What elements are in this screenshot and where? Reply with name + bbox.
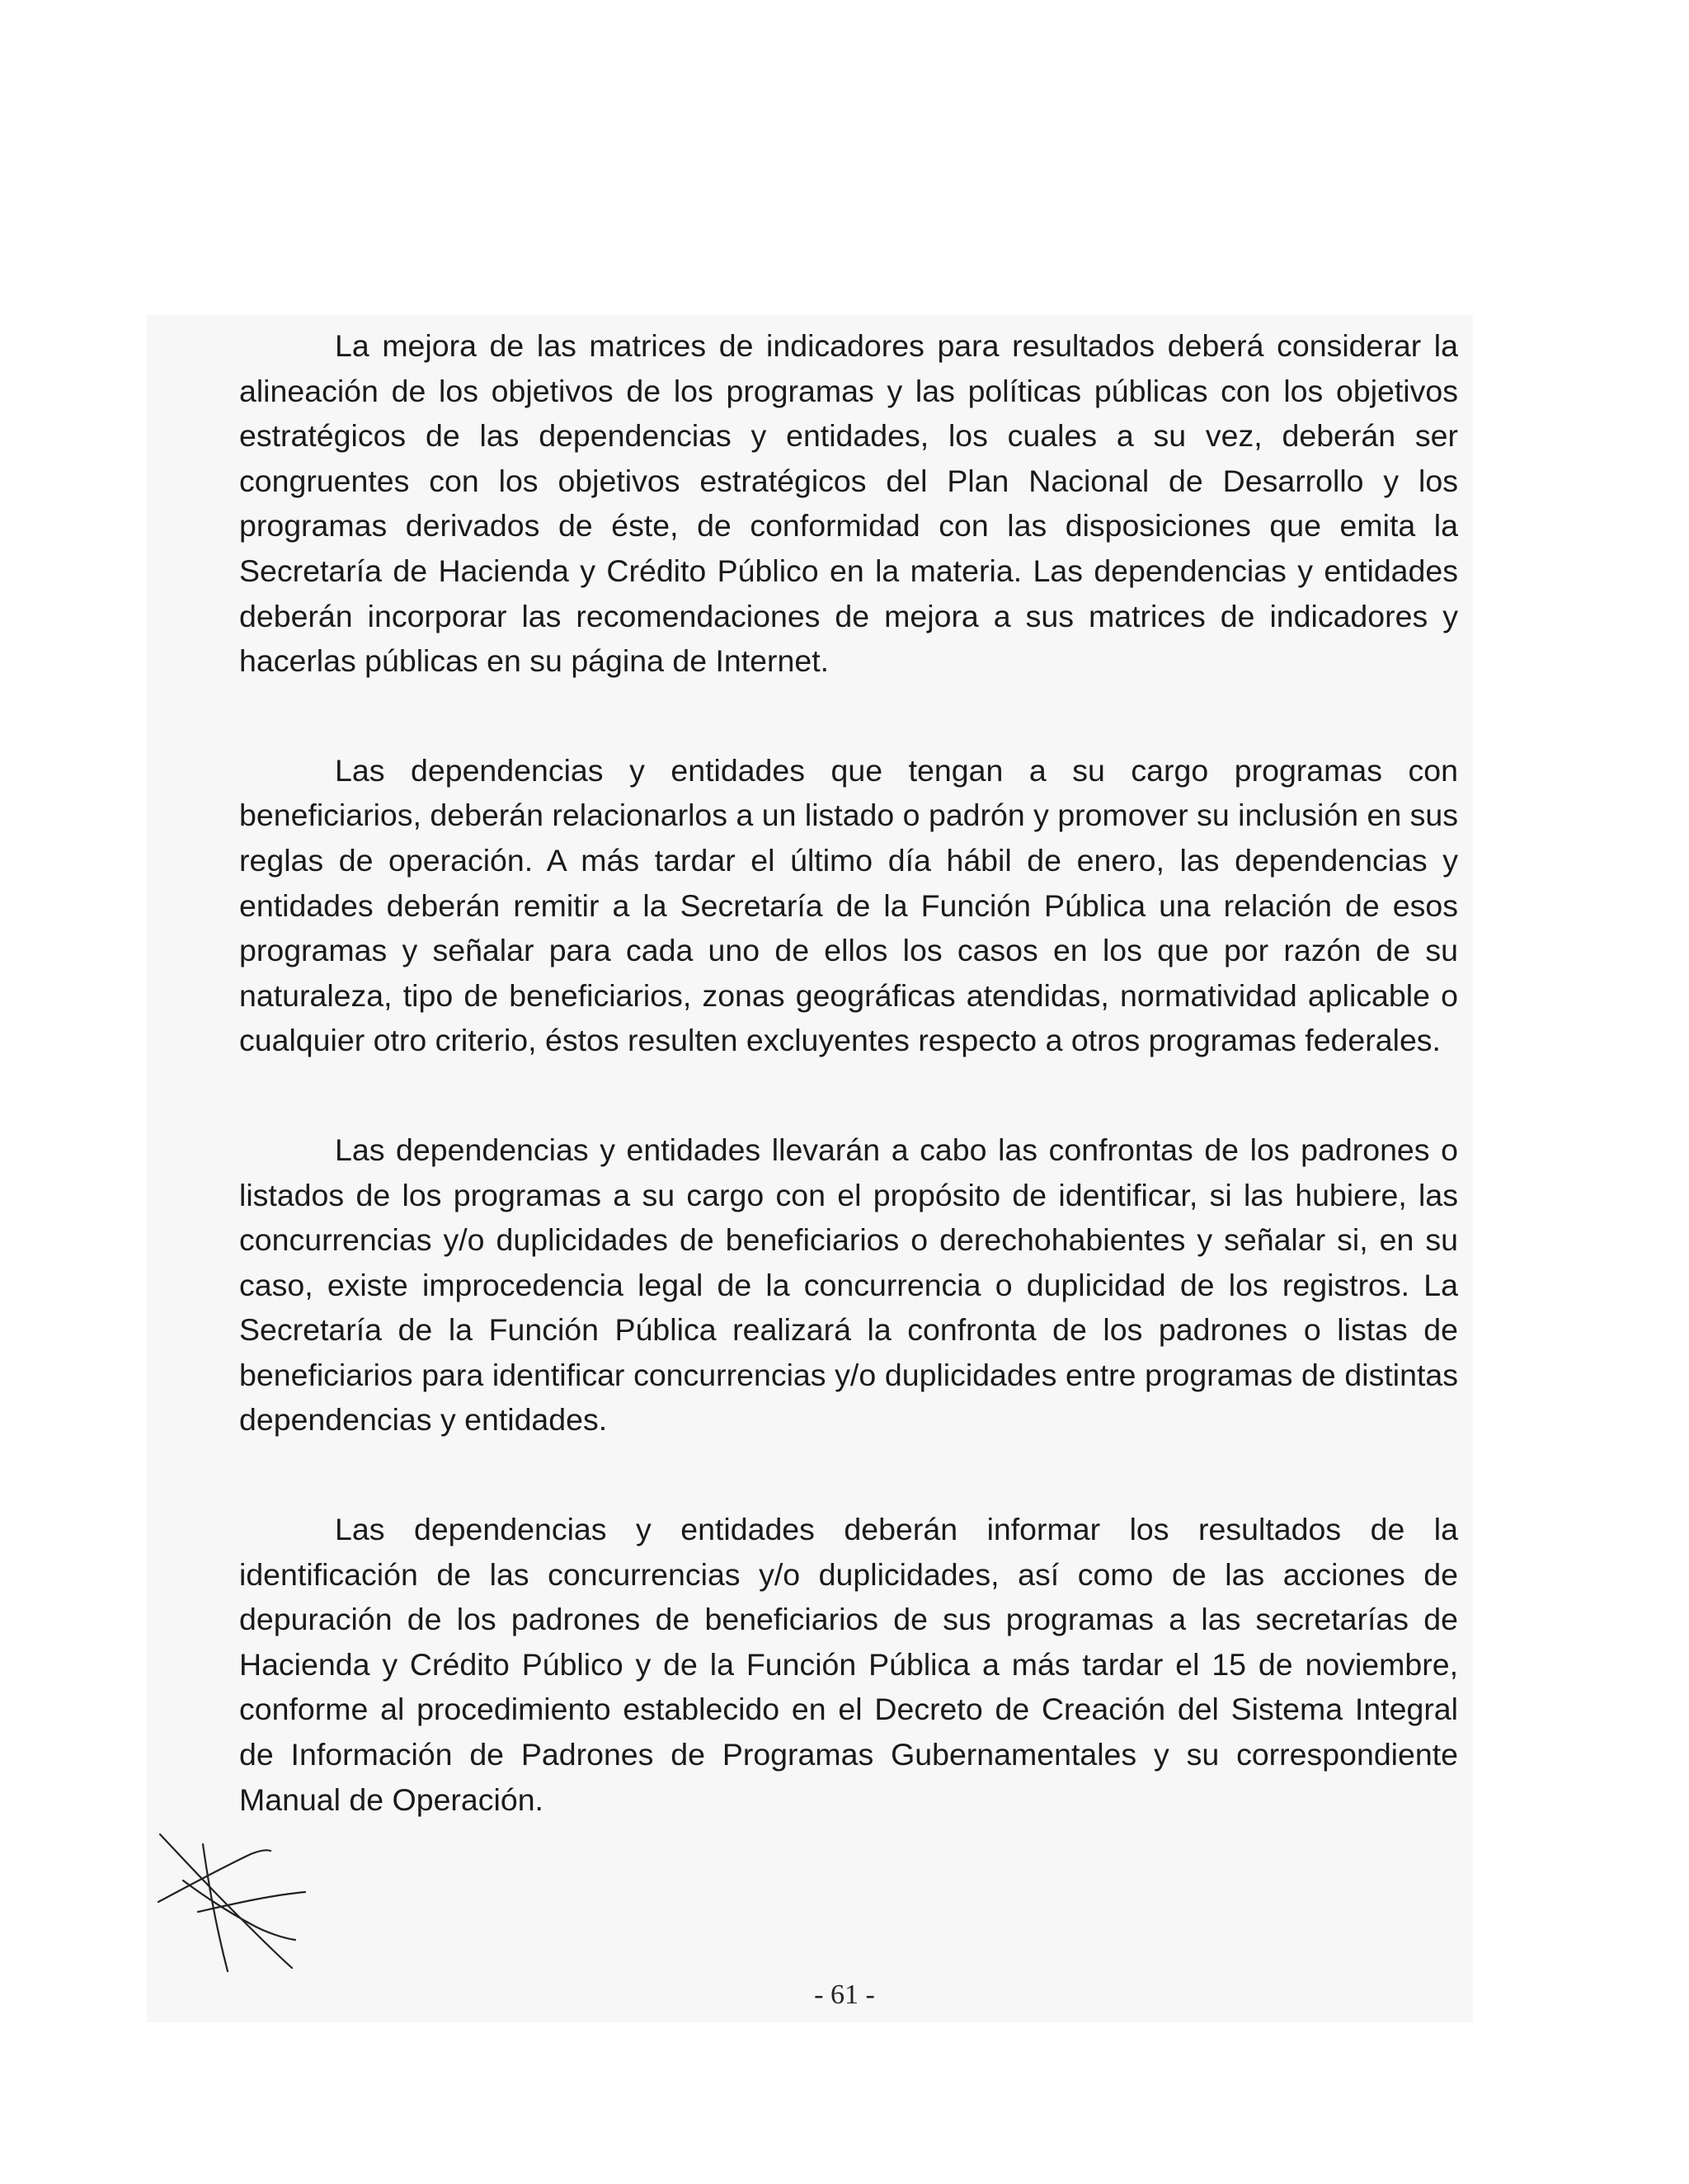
paragraph-4: Las dependencias y entidades deberán informar los resultados de la identificación de las concurrencias y/o duplicidades, así como de las acciones de depuración de los padrones de beneficiarios de sus programas a las secretarías de Hacienda y Crédito Público y de la Función Pública a más tardar el 15 de noviembre, conforme al procedimiento establecido en el Decreto de Creación del Sistema Integral de Información de Padrones de Programas Gubernamentales y su correspondiente Manual de Operación. xyxy=(239,1512,1458,1817)
paragraph-2: Las dependencias y entidades que tengan a su cargo programas con beneficiarios, deberán relacionarlos a un listado o padrón y promover su inclusión en sus reglas de operación. A más tardar el último día hábil de enero, las dependencias y entidades deberán remitir a la Secretaría de la Función Pública una relación de esos programas y señalar para cada uno de ellos los casos en los que por razón de su naturaleza, tipo de beneficiarios, zonas geográficas atendidas, normatividad aplicable o cualquier otro criterio, éstos resulten excluyentes respecto a otros programas federales. xyxy=(239,752,1458,1058)
paragraph-1: La mejora de las matrices de indicadores para resultados deberá considerar la alineación de los objetivos de los programas y las políticas públicas con los objetivos estratégicos de las dependencias y entidades, los cuales a su vez, deberán ser congruentes con los objetivos estratégicos del Plan Nacional de Desarrollo y los programas derivados de éste, de conformidad con las disposiciones que emita la Secretaría de Hacienda y Crédito Público en la materia. Las dependencias y entidades deberán incorporar las recomendaciones de mejora a sus matrices de indicadores y hacerlas públicas en su página de Internet. xyxy=(239,328,1458,679)
handwritten-signature-icon xyxy=(153,1829,310,1978)
paragraph-3: Las dependencias y entidades llevarán a cabo las confrontas de los padrones o listados de los programas a su cargo con el propósito de identificar, si las hubiere, las concurrencias y/o duplicidades de beneficiarios o derechohabientes y señalar si, en su caso, existe improcedencia legal de la concurrencia o duplicidad de los registros. La Secretaría de la Función Pública realizará la confronta de los padrones o listas de beneficiarios para identificar concurrencias y/o duplicidades entre programas de distintas dependencias y entidades. xyxy=(239,1132,1458,1438)
document-body xyxy=(239,323,1458,1886)
page-number: - 61 - xyxy=(814,1979,875,2010)
